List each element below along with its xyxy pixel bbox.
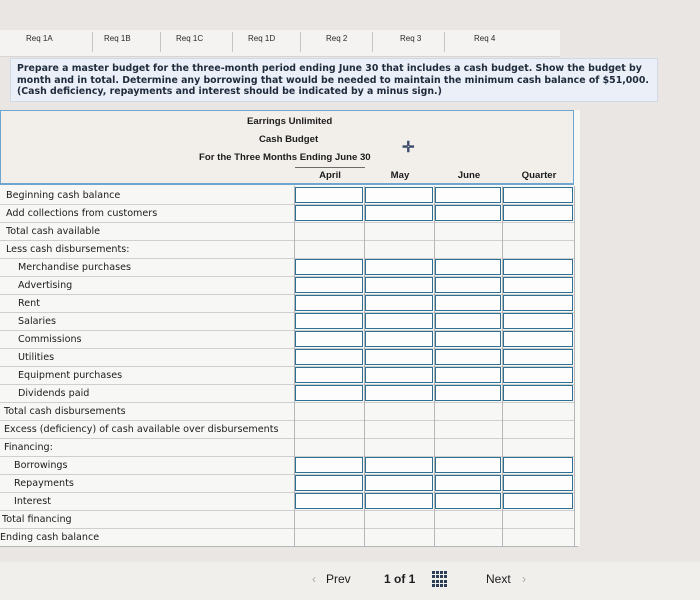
quarter-input-cell[interactable] xyxy=(503,349,573,365)
april-input-cell[interactable] xyxy=(295,277,363,293)
quarter-input-cell[interactable] xyxy=(503,259,573,275)
table-row xyxy=(0,402,574,421)
tab-divider xyxy=(444,32,445,52)
row-label: Beginning cash balance xyxy=(6,190,121,201)
april-input-cell xyxy=(295,421,363,437)
june-input-cell xyxy=(435,511,501,527)
column-separator xyxy=(364,186,365,546)
quarter-input-cell[interactable] xyxy=(503,367,573,383)
table-row xyxy=(0,294,574,313)
june-input-cell[interactable] xyxy=(435,313,501,329)
table-row xyxy=(0,348,574,367)
quarter-input-cell[interactable] xyxy=(503,475,573,491)
tab-divider xyxy=(372,32,373,52)
april-input-cell[interactable] xyxy=(295,475,363,491)
tab-req-1a[interactable]: Req 1A xyxy=(26,34,53,43)
may-input-cell[interactable] xyxy=(365,205,433,221)
quarter-input-cell xyxy=(503,529,573,545)
april-input-cell[interactable] xyxy=(295,295,363,311)
table-row xyxy=(0,474,574,493)
table-row xyxy=(0,384,574,403)
tab-divider xyxy=(160,32,161,52)
april-input-cell[interactable] xyxy=(295,385,363,401)
quarter-input-cell[interactable] xyxy=(503,205,573,221)
may-input-cell[interactable] xyxy=(365,295,433,311)
row-label: Total cash disbursements xyxy=(4,406,126,417)
april-input-cell[interactable] xyxy=(295,313,363,329)
may-input-cell[interactable] xyxy=(365,367,433,383)
quarter-input-cell xyxy=(503,403,573,419)
row-label: Add collections from customers xyxy=(6,208,158,219)
table-row xyxy=(0,492,574,511)
may-input-cell xyxy=(365,511,433,527)
april-input-cell[interactable] xyxy=(295,187,363,203)
row-label: Equipment purchases xyxy=(18,370,123,381)
tab-req-4[interactable]: Req 4 xyxy=(474,34,496,43)
grid-icon[interactable] xyxy=(432,571,448,587)
may-input-cell[interactable] xyxy=(365,187,433,203)
june-input-cell xyxy=(435,403,501,419)
budget-title: Cash Budget xyxy=(259,134,319,145)
april-input-cell[interactable] xyxy=(295,367,363,383)
april-input-cell xyxy=(295,529,363,545)
page-indicator: 1 of 1 xyxy=(384,572,416,586)
row-label: Salaries xyxy=(18,316,57,327)
row-label: Merchandise purchases xyxy=(18,262,131,273)
row-label: Excess (deficiency) of cash available over disbursements xyxy=(4,424,279,435)
table-row xyxy=(0,240,574,259)
june-input-cell xyxy=(435,529,501,545)
june-input-cell xyxy=(435,223,501,239)
table-row xyxy=(0,510,574,529)
column-separator xyxy=(434,186,435,546)
april-input-cell xyxy=(295,223,363,239)
row-label: Ending cash balance xyxy=(0,532,100,543)
tab-divider xyxy=(92,32,93,52)
requirement-tabs xyxy=(0,30,560,57)
may-input-cell[interactable] xyxy=(365,493,433,509)
april-input-cell[interactable] xyxy=(295,205,363,221)
april-input-cell[interactable] xyxy=(295,331,363,347)
may-input-cell[interactable] xyxy=(365,277,433,293)
row-label: Less cash disbursements: xyxy=(6,244,130,255)
april-input-cell[interactable] xyxy=(295,349,363,365)
june-input-cell[interactable] xyxy=(435,331,501,347)
prev-button[interactable]: Prev xyxy=(326,572,351,586)
june-input-cell[interactable] xyxy=(435,475,501,491)
table-row xyxy=(0,366,574,385)
june-input-cell[interactable] xyxy=(435,385,501,401)
may-input-cell[interactable] xyxy=(365,313,433,329)
row-label: Borrowings xyxy=(14,460,68,471)
col-header-quarter: Quarter xyxy=(521,170,557,181)
row-label: Dividends paid xyxy=(18,388,90,399)
pagination-bar xyxy=(0,562,700,600)
may-input-cell xyxy=(365,529,433,545)
june-input-cell xyxy=(435,421,501,437)
quarter-input-cell[interactable] xyxy=(503,313,573,329)
may-input-cell[interactable] xyxy=(365,475,433,491)
tab-req-1d[interactable]: Req 1D xyxy=(248,34,276,43)
june-input-cell[interactable] xyxy=(435,349,501,365)
quarter-input-cell[interactable] xyxy=(503,331,573,347)
april-input-cell[interactable] xyxy=(295,457,363,473)
row-label: Total financing xyxy=(2,514,72,525)
table-row xyxy=(0,456,574,475)
row-label: Repayments xyxy=(14,478,74,489)
row-label: Financing: xyxy=(4,442,53,453)
june-input-cell[interactable] xyxy=(435,259,501,275)
may-input-cell xyxy=(365,421,433,437)
table-row xyxy=(0,438,574,457)
june-input-cell[interactable] xyxy=(435,295,501,311)
col-header-may: May xyxy=(390,170,410,181)
may-input-cell xyxy=(365,223,433,239)
june-input-cell[interactable] xyxy=(435,457,501,473)
tab-req-1c[interactable]: Req 1C xyxy=(176,34,204,43)
column-separator xyxy=(574,186,575,546)
grid-top-rule xyxy=(0,184,574,185)
tab-divider xyxy=(300,32,301,52)
budget-header xyxy=(0,110,574,184)
quarter-input-cell[interactable] xyxy=(503,493,573,509)
quarter-input-cell[interactable] xyxy=(503,385,573,401)
row-label: Total cash available xyxy=(6,226,101,237)
tab-divider xyxy=(232,32,233,52)
quarter-input-cell[interactable] xyxy=(503,457,573,473)
may-input-cell[interactable] xyxy=(365,457,433,473)
table-row xyxy=(0,330,574,349)
april-input-cell[interactable] xyxy=(295,259,363,275)
quarter-input-cell xyxy=(503,421,573,437)
table-row xyxy=(0,186,574,205)
column-separator xyxy=(502,186,503,546)
col-header-june: June xyxy=(457,170,481,181)
table-row xyxy=(0,222,574,241)
table-row xyxy=(0,258,574,277)
instructions: Prepare a master budget for the three-month period ending June 30 that includes a cash budget. Show the budget by month and in total. Determine any borrowing that would be needed to maintain the minimum cash balance of $51,000. (Cash deficiency, repayments and interest should be indicated by a minus sign.) xyxy=(10,58,658,102)
may-input-cell[interactable] xyxy=(365,349,433,365)
tab-req-1b[interactable]: Req 1B xyxy=(104,34,131,43)
table-row xyxy=(0,420,574,439)
row-label: Advertising xyxy=(18,280,73,291)
april-input-cell xyxy=(295,511,363,527)
next-chevron-icon[interactable]: › xyxy=(522,572,526,586)
row-label: Rent xyxy=(18,298,40,309)
table-row xyxy=(0,312,574,331)
june-input-cell[interactable] xyxy=(435,493,501,509)
may-input-cell xyxy=(365,403,433,419)
prev-chevron-icon[interactable]: ‹ xyxy=(312,572,316,586)
row-label: Interest xyxy=(14,496,51,507)
cash-budget-sheet xyxy=(0,110,580,546)
column-separator xyxy=(294,186,295,546)
quarter-input-cell[interactable] xyxy=(503,295,573,311)
company-name: Earrings Unlimited xyxy=(247,116,333,127)
quarter-input-cell[interactable] xyxy=(503,277,573,293)
col-header-april: April xyxy=(319,170,341,181)
quarter-input-cell[interactable] xyxy=(503,187,573,203)
table-row xyxy=(0,204,574,223)
may-input-cell[interactable] xyxy=(365,259,433,275)
june-input-cell[interactable] xyxy=(435,187,501,203)
tab-req-2[interactable]: Req 2 xyxy=(326,34,348,43)
quarter-input-cell xyxy=(503,223,573,239)
row-label: Utilities xyxy=(18,352,55,363)
move-cursor-icon: ✛ xyxy=(402,139,415,156)
table-row xyxy=(0,276,574,295)
june-input-cell[interactable] xyxy=(435,205,501,221)
april-input-cell[interactable] xyxy=(295,493,363,509)
may-input-cell[interactable] xyxy=(365,331,433,347)
june-input-cell[interactable] xyxy=(435,367,501,383)
june-input-cell[interactable] xyxy=(435,277,501,293)
quarter-input-cell xyxy=(503,511,573,527)
may-input-cell[interactable] xyxy=(365,385,433,401)
table-bottom-rule xyxy=(0,546,578,547)
budget-period: For the Three Months Ending June 30 xyxy=(199,152,371,163)
tab-req-3[interactable]: Req 3 xyxy=(400,34,422,43)
table-row xyxy=(0,528,574,547)
row-label: Commissions xyxy=(18,334,82,345)
next-button[interactable]: Next xyxy=(486,572,511,586)
april-input-cell xyxy=(295,403,363,419)
